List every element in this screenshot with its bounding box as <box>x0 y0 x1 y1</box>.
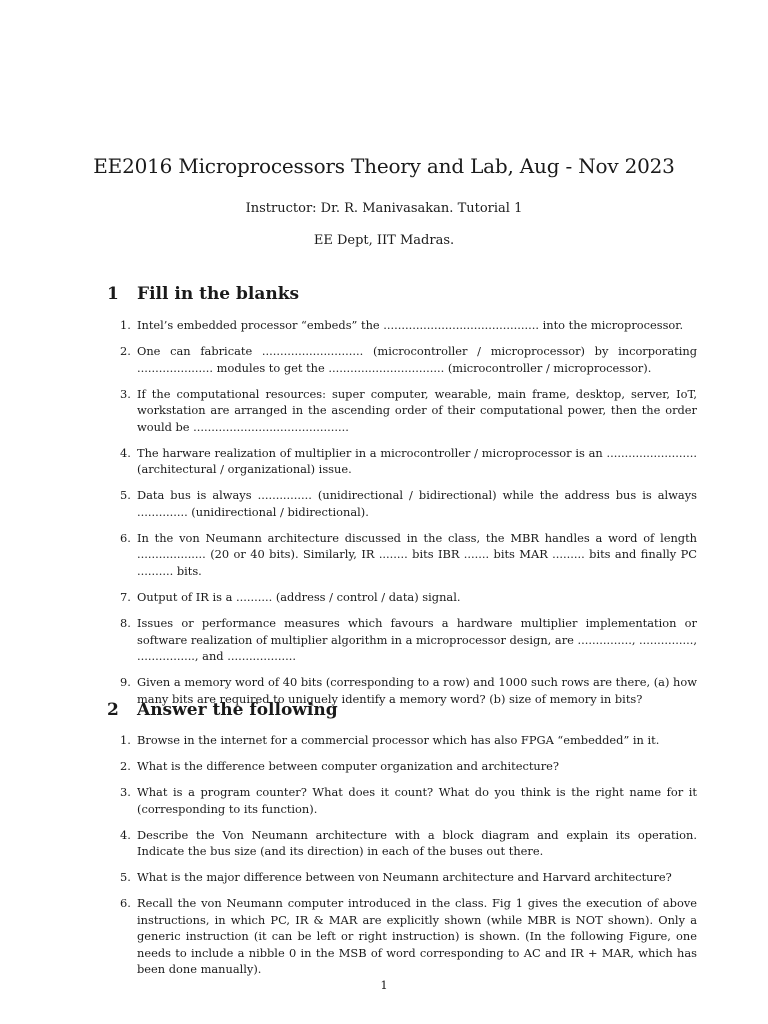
item-text: In the von Neumann architecture discussed in the class, the MBR handles a word of length ................... (20 or 40 bits). Similarly, IR ........ bits IBR ....... bits MAR ......... bits and finally PC .......... bits. <box>137 530 697 578</box>
list-item <box>107 589 697 606</box>
item-text: Intel’s embedded processor “embeds” the ........................................... into the microprocessor. <box>137 318 684 332</box>
item-number: 7. <box>120 590 131 605</box>
list-item <box>107 343 697 376</box>
list-item <box>107 317 697 334</box>
item-number: 5. <box>120 488 131 503</box>
list-item <box>107 615 697 665</box>
section-2-heading <box>107 700 338 720</box>
item-text: Recall the von Neumann computer introduced in the class. Fig 1 gives the execution of above instructions, in which PC, IR & MAR are explicitly shown (while MBR is NOT shown). Only a generic instruction (it can be left or right instruction) is shown. (In the following Figure, one needs to include a nibble 0 in the MSB of word corresponding to AC and IR + MAR, which has been done manually). <box>137 896 697 977</box>
item-text: If the computational resources: super computer, wearable, main frame, desktop, server, IoT, workstation are arranged in the ascending order of their computational power, then the order would be ........................................... <box>137 386 697 434</box>
list-item <box>107 386 697 436</box>
list-item <box>107 487 697 520</box>
list-item <box>107 758 697 775</box>
item-number: 6. <box>120 530 131 545</box>
item-text: What is the difference between computer organization and architecture? <box>137 759 560 774</box>
instructor-line: Instructor: Dr. R. Manivasakan. Tutorial 1 <box>245 201 523 216</box>
item-number: 4. <box>120 445 131 460</box>
item-number: 3. <box>120 386 131 401</box>
list-item <box>107 827 697 860</box>
list-item <box>107 895 697 978</box>
item-text: Data bus is always ............... (unidirectional / bidirectional) while the address bus is always .............. (unidirectional / bidirectional). <box>137 488 697 519</box>
section-title: Fill in the blanks <box>137 284 300 304</box>
list-item <box>107 784 697 817</box>
item-text: Browse in the internet for a commercial processor which has also FPGA “embedded” in it. <box>137 733 660 747</box>
answer-following-list <box>107 732 697 988</box>
item-number: 1. <box>120 318 131 332</box>
item-number: 6. <box>120 896 131 911</box>
item-text: Output of IR is a .......... (address / control / data) signal. <box>137 590 461 605</box>
section-number: 1 <box>107 284 119 304</box>
item-text: Given a memory word of 40 bits (corresponding to a row) and 1000 such rows are there, (a) how many bits are required to uniquely identify a memory word? (b) size of memory in bits? <box>137 675 697 706</box>
list-item <box>107 445 697 478</box>
item-number: 5. <box>120 870 131 885</box>
item-text: What is the major difference between von Neumann architecture and Harvard architecture? <box>137 870 672 885</box>
page-number: 1 <box>380 978 388 992</box>
section-number: 2 <box>107 700 119 720</box>
item-number: 8. <box>120 616 131 631</box>
fill-in-blanks-list <box>107 317 697 717</box>
document-title: EE2016 Microprocessors Theory and Lab, Aug - Nov 2023 <box>93 154 675 178</box>
section-1-heading <box>107 284 299 304</box>
item-text: Describe the Von Neumann architecture with a block diagram and explain its operation. Indicate the bus size (and its direction) in each of the buses out there. <box>137 827 697 859</box>
item-text: Issues or performance measures which favours a hardware multiplier implementation or software realization of multiplier algorithm in a microprocessor design, are ..............., ..............., ................, and ................... <box>137 616 697 664</box>
item-number: 4. <box>120 827 131 842</box>
section-title: Answer the following <box>137 700 338 720</box>
list-item <box>107 732 697 749</box>
department-line: EE Dept, IIT Madras. <box>313 233 455 248</box>
item-number: 3. <box>120 785 131 800</box>
list-item <box>107 530 697 580</box>
item-number: 2. <box>120 344 131 359</box>
list-item <box>107 869 697 886</box>
item-number: 9. <box>120 675 131 690</box>
item-text: What is a program counter? What does it count? What do you think is the right name for it (corresponding to its function). <box>137 785 697 816</box>
item-text: The harware realization of multiplier in a microcontroller / microprocessor is an ......................... (architectural / organizational) issue. <box>137 445 697 477</box>
item-number: 1. <box>120 733 131 747</box>
item-number: 2. <box>120 759 131 774</box>
item-text: One can fabricate ............................ (microcontroller / microprocessor) by incorporating ..................... modules to get the ................................ (microcontroller / microprocessor). <box>137 344 697 375</box>
